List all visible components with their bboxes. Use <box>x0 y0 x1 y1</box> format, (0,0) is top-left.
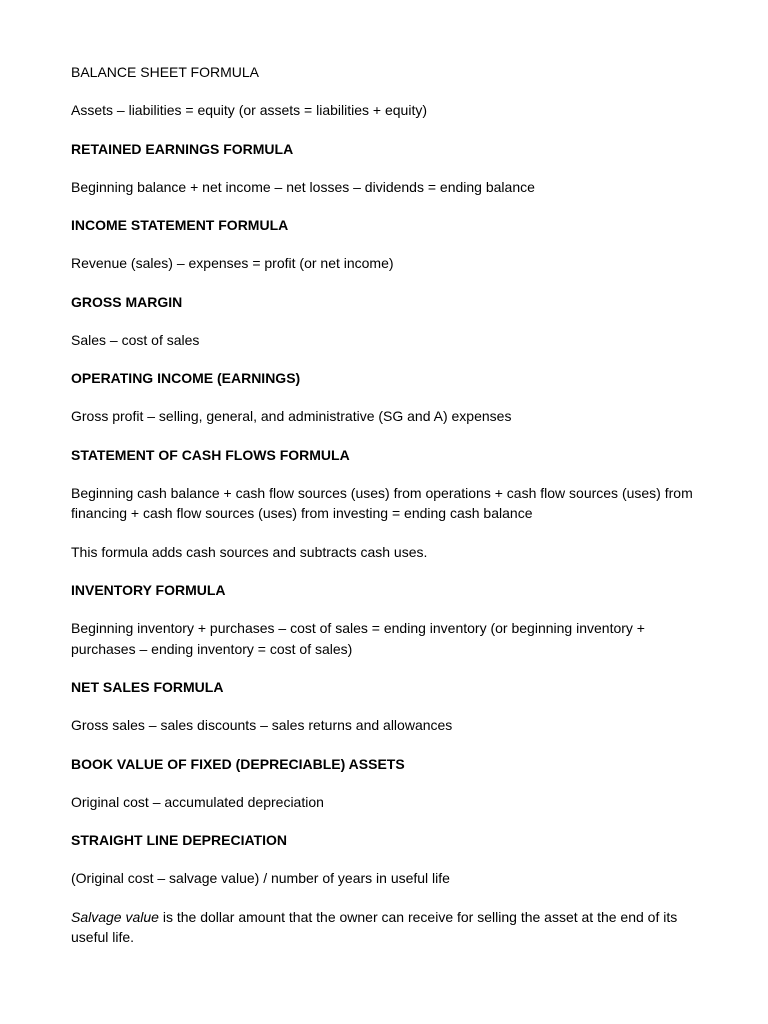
salvage-value-definition: is the dollar amount that the owner can receive for selling the asset at the end of its useful life. <box>71 908 678 945</box>
section-heading-book-value: BOOK VALUE OF FIXED (DEPRECIABLE) ASSETS <box>71 755 405 772</box>
formula-inventory: Beginning inventory + purchases – cost of sales = ending inventory (or beginning inventory + purchases – ending inventory = cost of sales) <box>71 620 645 657</box>
section-heading-net-sales: NET SALES FORMULA <box>71 679 224 695</box>
formula-net-sales: Gross sales – sales discounts – sales returns and allowances <box>71 717 453 733</box>
formula-straight-line-depreciation: (Original cost – salvage value) / number of years in useful life <box>71 870 450 886</box>
formula-book-value: Original cost – accumulated depreciation <box>71 793 324 810</box>
section-heading-cash-flows: STATEMENT OF CASH FLOWS FORMULA <box>71 446 350 463</box>
formula-income-statement: Revenue (sales) – expenses = profit (or net income) <box>71 255 394 271</box>
document-page <box>71 62 711 966</box>
formula-retained-earnings: Beginning balance + net income – net losses – dividends = ending balance <box>71 178 535 195</box>
section-heading-income-statement: INCOME STATEMENT FORMULA <box>71 217 289 233</box>
section-heading-gross-margin: GROSS MARGIN <box>71 293 183 310</box>
salvage-value-term: Salvage value <box>71 908 159 925</box>
section-heading-straight-line-depreciation: STRAIGHT LINE DEPRECIATION <box>71 832 287 848</box>
section-heading-operating-income: OPERATING INCOME (EARNINGS) <box>71 370 301 386</box>
formula-balance-sheet: Assets – liabilities = equity (or assets = liabilities + equity) <box>71 102 427 118</box>
formula-gross-margin: Sales – cost of sales <box>71 331 200 348</box>
section-heading-retained-earnings: RETAINED EARNINGS FORMULA <box>71 140 294 157</box>
section-heading-balance-sheet: BALANCE SHEET FORMULA <box>71 64 260 80</box>
cash-flows-note: This formula adds cash sources and subtracts cash uses. <box>71 543 428 560</box>
formula-operating-income: Gross profit – selling, general, and administrative (SG and A) expenses <box>71 408 512 424</box>
salvage-value-note <box>71 907 711 948</box>
section-heading-inventory: INVENTORY FORMULA <box>71 582 226 598</box>
formula-cash-flows: Beginning cash balance + cash flow sources (uses) from operations + cash flow sources (uses) from financing + cash flow sources (uses) from investing = ending cash balance <box>71 484 693 521</box>
